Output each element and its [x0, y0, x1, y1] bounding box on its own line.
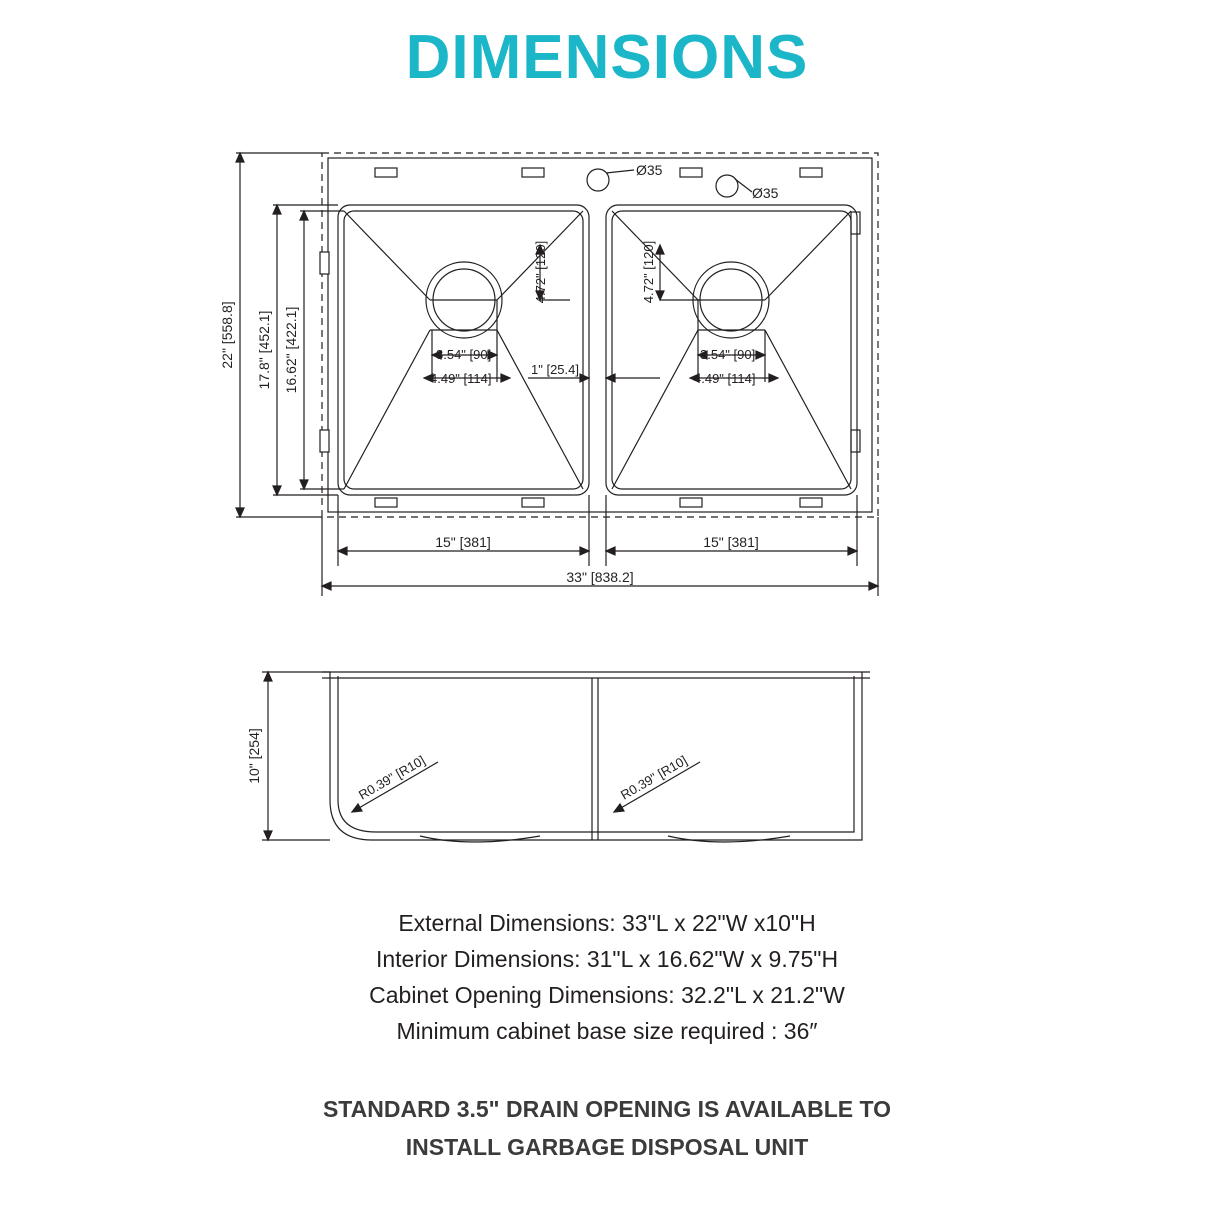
label-height: 10" [254] [246, 728, 262, 784]
label-drain-offset-left: 4.72" [120] [533, 240, 548, 304]
spec-list [0, 905, 1214, 1049]
spec-interior: Interior Dimensions: 31"L x 16.62"W x 9.75"H [375, 946, 839, 972]
label-bowl-left: 15" [381] [435, 534, 491, 550]
label-drain-offset-right: 4.72" [120] [641, 240, 656, 304]
label-drain-dia-left: 3.54" [90] [436, 347, 492, 362]
footer-note [0, 1090, 1214, 1166]
label-inner-b: 16.62" [422.1] [283, 306, 299, 394]
label-bowl-right: 15" [381] [703, 534, 759, 550]
page-title: DIMENSIONS [405, 23, 809, 92]
label-radius-right: R0.39" [R10] [618, 752, 690, 803]
label-drain-dia-right: 3.54" [90] [700, 347, 756, 362]
label-hole-right: Ø35 [752, 185, 779, 201]
label-inner-a: 17.8" [452.1] [256, 310, 272, 390]
footer-line-1: STANDARD 3.5" DRAIN OPENING IS AVAILABLE TO [322, 1096, 892, 1122]
spec-external: External Dimensions: 33"L x 22"W x10"H [398, 910, 816, 936]
label-drain-edge-left: 4.49" [114] [430, 371, 492, 386]
label-divider: 1" [25.4] [531, 362, 579, 377]
footer-line-2: INSTALL GARBAGE DISPOSAL UNIT [405, 1134, 809, 1160]
label-radius-left: R0.39" [R10] [356, 752, 428, 803]
label-drain-edge-right: 4.49" [114] [694, 371, 756, 386]
label-overall-width: 22" [558.8] [219, 301, 235, 369]
spec-min-cabinet: Minimum cabinet base size required : 36″ [396, 1018, 818, 1044]
label-hole-left: Ø35 [636, 162, 663, 178]
label-overall-length: 33" [838.2] [566, 569, 634, 585]
spec-cabinet-opening: Cabinet Opening Dimensions: 32.2"L x 21.2"W [369, 982, 845, 1008]
